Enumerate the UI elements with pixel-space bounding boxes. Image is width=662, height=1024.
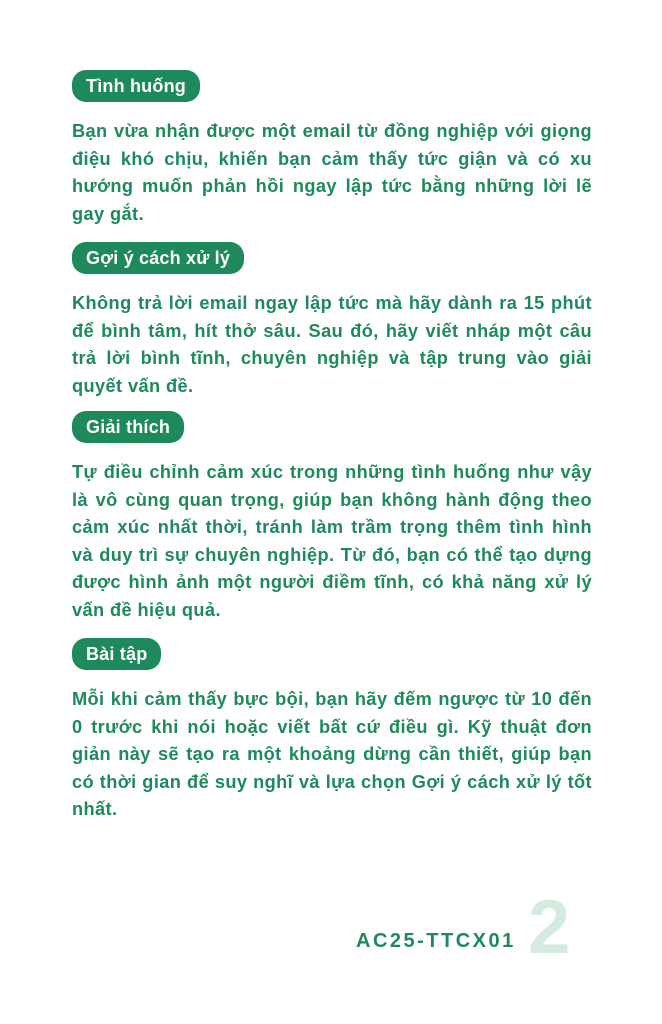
- heading-exercise: Bài tập: [72, 638, 161, 670]
- body-suggestion: Không trả lời email ngay lập tức mà hãy dành ra 15 phút để bình tâm, hít thở sâu. Sau đó, hãy viết nháp một câu trả lời bình tĩnh, chuyên nghiệp và tập trung vào giải quyết vấn đề.: [72, 293, 592, 396]
- heading-explanation: Giải thích: [72, 411, 184, 443]
- heading-situation: Tình huống: [72, 70, 200, 102]
- card-code: AC25-TTCX01: [356, 930, 516, 952]
- section-situation: [72, 70, 592, 228]
- heading-suggestion: Gợi ý cách xử lý: [72, 242, 244, 274]
- section-exercise: [72, 638, 592, 824]
- section-suggestion: [72, 242, 592, 400]
- section-explanation: [72, 411, 592, 624]
- page-number: 2: [528, 885, 571, 970]
- body-situation: Bạn vừa nhận được một email từ đồng nghiệp với giọng điệu khó chịu, khiến bạn cảm thấy tức giận và có xu hướng muốn phản hồi ngay lập tức bằng những lời lẽ gay gắt.: [72, 121, 592, 224]
- body-exercise: Mỗi khi cảm thấy bực bội, bạn hãy đếm ngược từ 10 đến 0 trước khi nói hoặc viết bất cứ điều gì. Kỹ thuật đơn giản này sẽ tạo ra một khoảng dừng cần thiết, giúp bạn có thời gian để suy nghĩ và lựa chọn Gợi ý cách xử lý tốt nhất.: [72, 689, 592, 819]
- body-explanation: Tự điều chỉnh cảm xúc trong những tình huống như vậy là vô cùng quan trọng, giúp bạn không hành động theo cảm xúc nhất thời, tránh làm trầm trọng thêm tình hình và duy trì sự chuyên nghiệp. Từ đó, bạn có thể tạo dựng được hình ảnh một người điềm tĩnh, có khả năng xử lý vấn đề hiệu quả.: [72, 462, 592, 620]
